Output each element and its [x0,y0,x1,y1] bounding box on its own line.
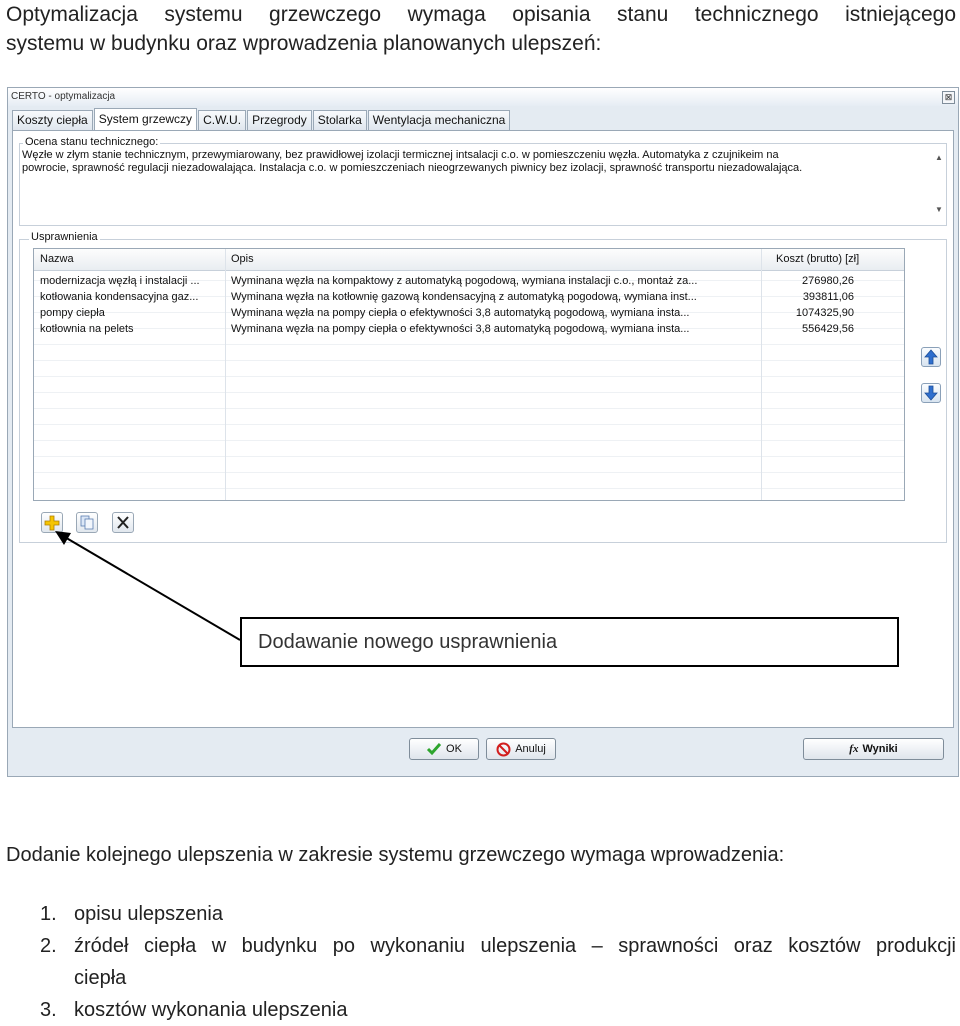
section-heading: Dodanie kolejnego ulepszenia w zakresie systemu grzewczego wymaga wprowadzenia: [6,844,785,866]
column-header-name[interactable]: Nazwa [40,253,74,265]
intro-line-1: Optymalizacja systemu grzewczego wymaga opisania stanu technicznego istniejącego [6,3,956,26]
column-header-cost[interactable]: Koszt (brutto) [zł] [776,253,860,265]
tab-stolarka[interactable]: Stolarka [313,110,367,130]
row-cost: 556429,56 [802,323,854,335]
scroll-down-icon[interactable]: ▼ [935,205,943,214]
cancel-icon [496,742,511,757]
row-desc: Wyminana węzła na kompaktowy z automatyką pogodową, wymiana instalacji c.o., montaż za... [231,275,698,287]
list-item [0,994,956,1026]
scroll-up-icon[interactable]: ▲ [935,153,943,162]
list-item-text: opisu ulepszenia [74,903,223,925]
steps-list [0,898,956,1026]
row-desc: Wyminana węzła na pompy ciepła o efektywności 3,8 automatyką pogodową, wymiana insta... [231,307,690,319]
tab-koszty-ciepla[interactable]: Koszty ciepła [12,110,93,130]
list-item-number: 2. [40,935,57,957]
results-button-label: Wyniki [862,743,898,755]
row-name: pompy ciepła [40,307,105,319]
row-name: modernizacja węzłą i instalacji ... [40,275,200,287]
tab-cwu[interactable]: C.W.U. [198,110,246,130]
row-cost: 393811,06 [802,291,854,303]
row-desc: Wyminana węzła na kotłownię gazową kondensacyjną z automatyką pogodową, wymiana inst... [231,291,697,303]
ocena-line-1: Węzłe w złym stanie technicznym, przewymiarowany, bez prawidłowej izolacji termicznej intsalacji c.o. w pomieszczeniu węzła. Automatyka z czujnikeim na [22,149,779,161]
usprawnienia-label: Usprawnienia [31,231,98,243]
ok-button[interactable] [409,738,479,760]
row-cost: 276980,26 [802,275,854,287]
list-item [0,898,956,930]
list-item [0,930,956,994]
list-item-number: 3. [40,999,57,1021]
list-item-number: 1. [40,903,57,925]
intro-line-2: systemu w budynku oraz wprowadzenia planowanych ulepszeń: [6,32,602,55]
function-icon: fx [849,743,859,755]
checkmark-icon [426,742,442,756]
callout-box: Dodawanie nowego usprawnienia [240,617,899,667]
arrow-line [63,536,240,640]
row-cost: 1074325,90 [795,307,854,319]
ocena-label: Ocena stanu technicznego: [25,136,159,148]
window-title: CERTO - optymalizacja [11,91,116,102]
ocena-line-2: powrocie, sprawność regulacji niezadowalająca. Instalacja c.o. w pomieszczeniach nieogrzewanych piwnicy bez izolacji, sprawność transportu niezadowalająca. [22,162,803,174]
row-desc: Wyminana węzła na pompy ciepła o efektywności 3,8 automatyką pogodową, wymiana insta... [231,323,690,335]
list-item-text: źródeł ciepła w budynku po wykonaniu ulepszenia – sprawności oraz kosztów produkcji [74,935,956,957]
cancel-button[interactable] [486,738,556,760]
tab-przegrody[interactable]: Przegrody [247,110,312,130]
cancel-button-label: Anuluj [515,743,546,755]
close-icon[interactable]: ⊠ [942,91,955,104]
list-item-text-continued: ciepła [74,967,127,989]
ok-button-label: OK [446,743,462,755]
tab-system-grzewczy[interactable]: System grzewczy [94,108,197,131]
results-button[interactable] [803,738,944,760]
row-name: kotłownia na pelets [40,323,134,335]
list-item-text: kosztów wykonania ulepszenia [74,999,348,1021]
column-header-desc[interactable]: Opis [231,253,254,265]
row-name: kotłowania kondensacyjna gaz... [40,291,199,303]
arrow-head-icon [55,531,71,545]
tab-wentylacja-mechaniczna[interactable]: Wentylacja mechaniczna [368,110,511,130]
